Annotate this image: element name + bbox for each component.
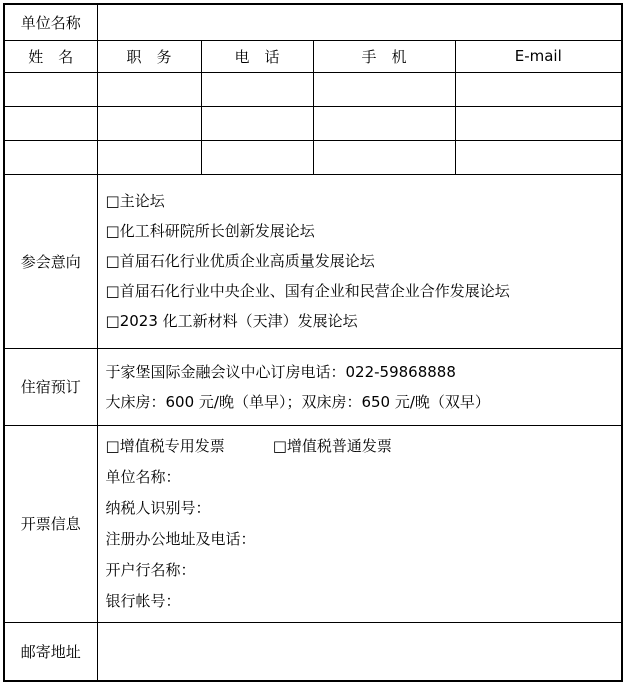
contact-mobile-cell[interactable] <box>313 72 455 106</box>
hotel-phone-line: 于家堡国际金融会议中心订房电话：022-59868888 <box>105 362 456 381</box>
contact-name-cell[interactable] <box>4 106 97 140</box>
hotel-info-cell <box>97 348 622 425</box>
registration-form-table <box>3 3 623 682</box>
header-mobile: 手 机 <box>313 40 455 72</box>
header-position: 职 务 <box>97 40 201 72</box>
invoice-field-address-phone[interactable]: 注册办公地址及电话： <box>105 529 256 548</box>
contact-phone-cell[interactable] <box>201 140 313 174</box>
invoice-type-special[interactable] <box>106 431 225 462</box>
header-email: E-mail <box>455 40 622 72</box>
intent-label: 参会意向 <box>4 174 97 348</box>
invoice-field-bank-account[interactable]: 银行帐号： <box>105 591 181 610</box>
intent-option-materials-forum[interactable] <box>106 306 616 336</box>
invoice-type-label: 增值税普通发票 <box>286 436 392 455</box>
contact-header-row <box>4 40 622 72</box>
hotel-label: 住宿预订 <box>4 348 97 425</box>
hotel-row <box>4 348 622 425</box>
contact-name-cell[interactable] <box>4 140 97 174</box>
intent-row <box>4 174 622 348</box>
contact-mobile-cell[interactable] <box>313 106 455 140</box>
unit-name-label: 单位名称 <box>4 4 97 40</box>
mailing-label: 邮寄地址 <box>4 622 97 681</box>
checkbox-icon[interactable]: □ <box>272 436 287 455</box>
hotel-price-line: 大床房：600 元/晚（单早）；双床房：650 元/晚（双早） <box>105 392 490 411</box>
checkbox-icon[interactable]: □ <box>105 222 120 240</box>
contact-row-3 <box>4 140 622 174</box>
invoice-type-label: 增值税专用发票 <box>119 436 225 455</box>
intent-option-quality-forum[interactable] <box>106 246 616 276</box>
checkbox-icon[interactable]: □ <box>105 312 120 330</box>
header-phone: 电 话 <box>201 40 313 72</box>
contact-name-cell[interactable] <box>4 72 97 106</box>
intent-option-label: 化工科研院所长创新发展论坛 <box>119 222 315 240</box>
intent-option-label: 2023 化工新材料（天津）发展论坛 <box>119 312 358 330</box>
contact-phone-cell[interactable] <box>201 106 313 140</box>
invoice-field-company-name[interactable]: 单位名称： <box>105 467 181 486</box>
header-name: 姓 名 <box>4 40 97 72</box>
intent-option-label: 主论坛 <box>119 192 165 210</box>
contact-position-cell[interactable] <box>97 140 201 174</box>
contact-email-cell[interactable] <box>455 140 622 174</box>
contact-position-cell[interactable] <box>97 72 201 106</box>
checkbox-icon[interactable]: □ <box>105 436 120 455</box>
checkbox-icon[interactable]: □ <box>105 252 120 270</box>
unit-name-row <box>4 4 622 40</box>
intent-option-cooperation-forum[interactable] <box>106 276 616 306</box>
invoice-type-options <box>106 431 616 462</box>
invoice-info-cell <box>97 425 622 622</box>
invoice-row <box>4 425 622 622</box>
invoice-field-taxpayer-id[interactable]: 纳税人识别号： <box>105 498 211 517</box>
checkbox-icon[interactable]: □ <box>105 282 120 300</box>
checkbox-icon[interactable]: □ <box>105 192 120 210</box>
contact-email-cell[interactable] <box>455 106 622 140</box>
contact-row-2 <box>4 106 622 140</box>
invoice-field-bank-name[interactable]: 开户行名称： <box>105 560 196 579</box>
invoice-type-general[interactable] <box>273 431 392 462</box>
intent-options-cell <box>97 174 622 348</box>
unit-name-input-cell[interactable] <box>97 4 622 40</box>
contact-mobile-cell[interactable] <box>313 140 455 174</box>
mailing-row <box>4 622 622 681</box>
invoice-label: 开票信息 <box>4 425 97 622</box>
contact-email-cell[interactable] <box>455 72 622 106</box>
intent-option-main-forum[interactable] <box>106 186 616 216</box>
mailing-input-cell[interactable] <box>97 622 622 681</box>
contact-position-cell[interactable] <box>97 106 201 140</box>
contact-phone-cell[interactable] <box>201 72 313 106</box>
contact-row-1 <box>4 72 622 106</box>
intent-option-research-forum[interactable] <box>106 216 616 246</box>
intent-option-label: 首届石化行业优质企业高质量发展论坛 <box>119 252 375 270</box>
intent-option-label: 首届石化行业中央企业、国有企业和民营企业合作发展论坛 <box>119 282 510 300</box>
